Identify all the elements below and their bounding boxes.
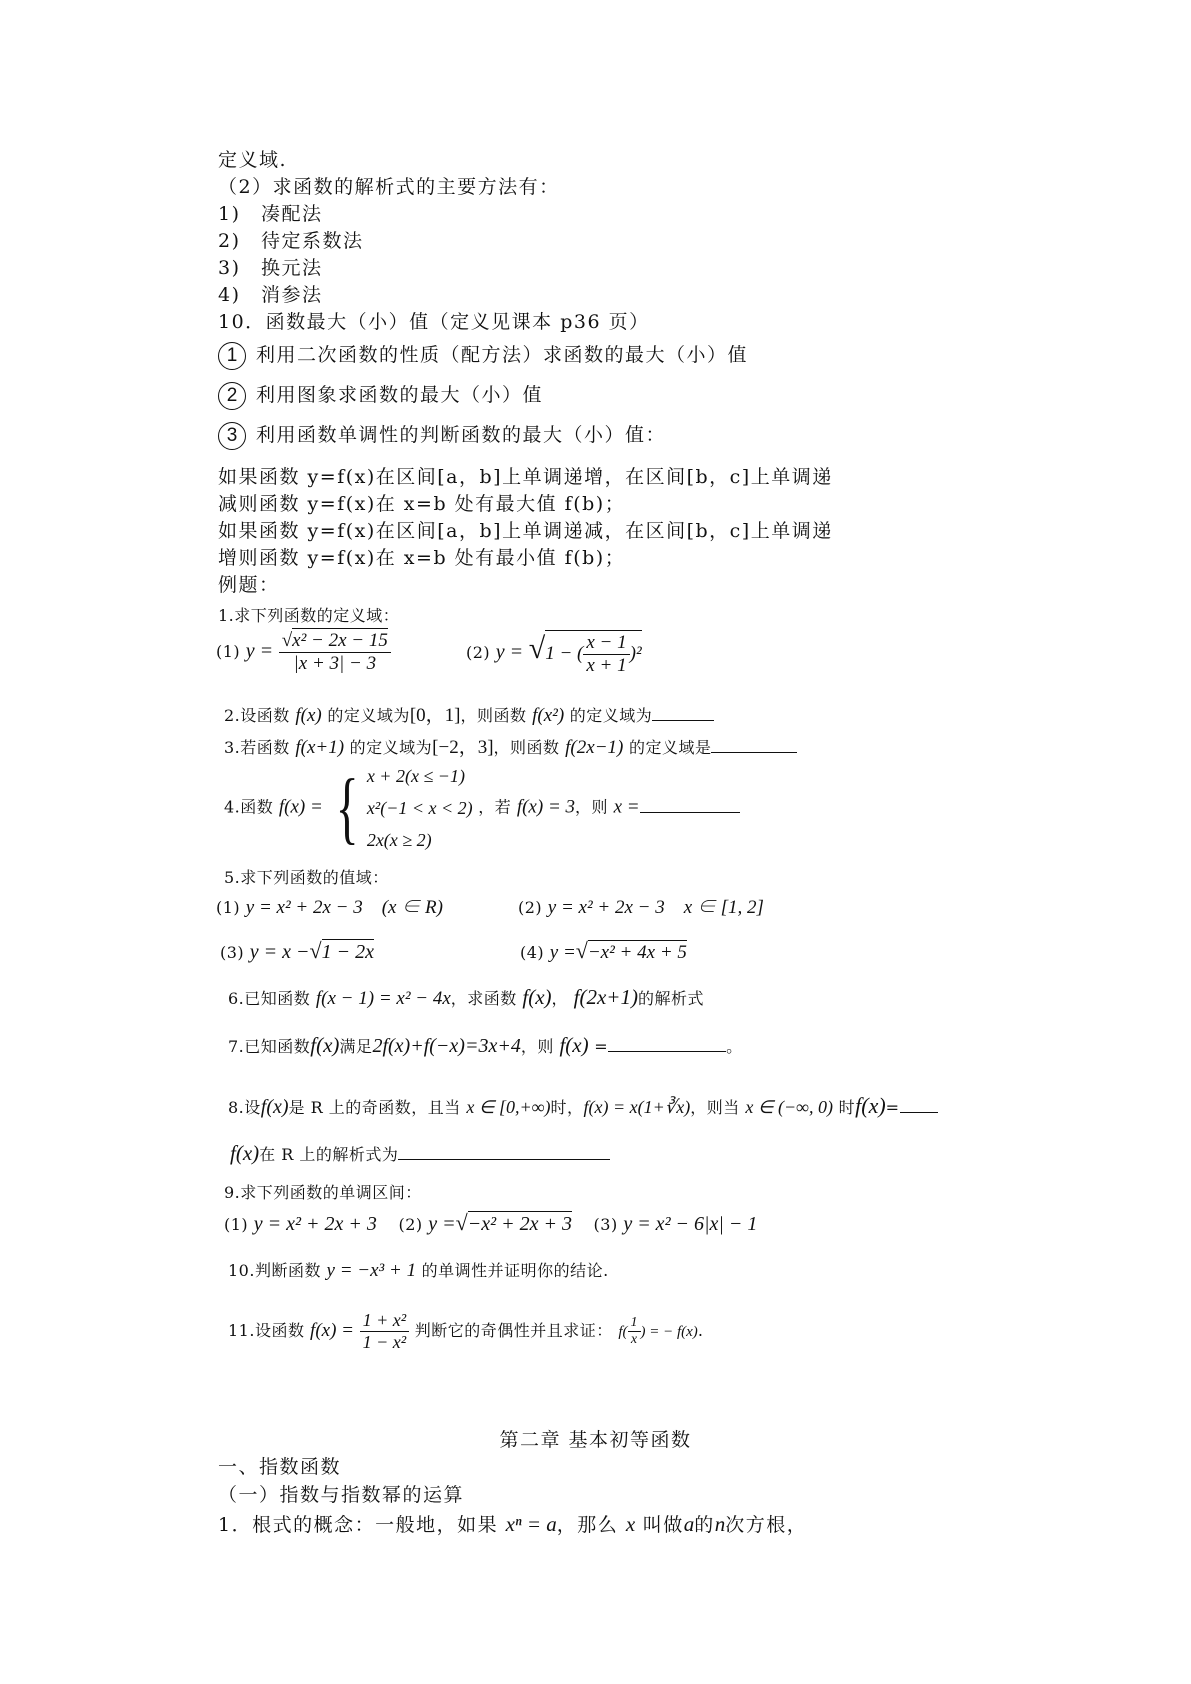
math: x ∈ (−∞, 0) [745, 1097, 834, 1117]
text: 。 [726, 1037, 743, 1056]
answer-blank[interactable] [608, 1035, 726, 1052]
label: (3) [220, 943, 245, 962]
numerator: 1 [628, 1315, 641, 1332]
math: f(x) [310, 1033, 340, 1057]
answer-blank[interactable] [900, 1096, 938, 1113]
radicand: −x² + 2x + 3 [467, 1213, 572, 1235]
denominator: 1 − x² [362, 1332, 407, 1352]
fraction [628, 1315, 641, 1348]
text: 的 [694, 1514, 715, 1536]
fraction [360, 1310, 410, 1353]
text: ，那么 [556, 1514, 619, 1536]
text: 10.判断函数 [228, 1261, 321, 1280]
label: (4) [520, 943, 545, 962]
math: y = [495, 641, 524, 663]
label: (1) [216, 898, 241, 917]
text-line [218, 1510, 807, 1537]
text: ， [551, 989, 569, 1008]
text: 的定义域为 [327, 706, 410, 725]
math: f(x) [295, 705, 322, 726]
text: 11.设函数 [228, 1321, 305, 1340]
problem-1a [216, 630, 391, 675]
radicand: −x² + 4x + 5 [587, 942, 687, 963]
label: (3) [593, 1215, 618, 1234]
text: = [885, 1098, 900, 1117]
math: y = x² + 2x − 3 x ∈ [1, 2] [547, 897, 764, 918]
problem-9: 9.求下列函数的单调区间： [224, 1183, 422, 1202]
math: xⁿ = a [505, 1512, 557, 1536]
math: f(x²) [532, 705, 565, 726]
math: f(x) = [310, 1320, 354, 1341]
text: . [697, 1321, 704, 1340]
text: 在 R 上的解析式为 [259, 1145, 399, 1164]
radicand [545, 630, 641, 677]
math: f(x) [855, 1093, 886, 1118]
text: 的解析式 [637, 989, 704, 1008]
radical-sign: √ [455, 1210, 468, 1235]
math: x [625, 1512, 636, 1536]
list-item-text: 利用图象求函数的最大（小）值 [256, 384, 544, 406]
text-line: 10．函数最大（小）值（定义见课本 p36 页） [218, 311, 650, 333]
text: ，求函数 [450, 989, 517, 1008]
text: 的定义域为 [349, 738, 433, 757]
text: 次方根， [725, 1514, 808, 1536]
math: f(2x−1) [565, 737, 624, 758]
text: 是 R 上的奇函数，且当 [288, 1098, 461, 1117]
text: 的定义域是 [628, 738, 712, 757]
math: y = [245, 640, 274, 662]
problem-3 [224, 732, 797, 759]
answer-blank[interactable] [652, 704, 714, 721]
math: f(2x+1) [573, 985, 638, 1009]
answer-blank[interactable] [711, 736, 797, 753]
problem-1: 1.求下列函数的定义域： [218, 606, 400, 625]
problem-5d [520, 938, 687, 964]
text-line: 如果函数 y=f(x)在区间[a，b]上单调递减，在区间[b，c]上单调递 [218, 520, 833, 542]
problem-4 [224, 760, 740, 856]
math: x = [613, 796, 640, 818]
fraction [279, 630, 391, 675]
text: ，若 [478, 797, 512, 817]
problem-7 [228, 1033, 743, 1058]
text: ，则 [520, 1037, 554, 1056]
math: a [683, 1512, 695, 1536]
text-line: 定义域. [218, 149, 288, 171]
list-item [218, 340, 748, 370]
math: y = [549, 942, 576, 963]
problem-8-line2 [230, 1141, 610, 1166]
list-item [218, 420, 666, 450]
math: f(x) = [278, 796, 323, 818]
math: y = [428, 1213, 456, 1235]
text: 6.已知函数 [228, 989, 311, 1008]
list-item [218, 380, 543, 410]
text: 时 [838, 1098, 856, 1117]
fraction [583, 632, 629, 677]
math: y = x² + 2x + 3 [253, 1213, 377, 1235]
label: (2) [466, 643, 491, 662]
numerator: 1 + x² [360, 1310, 410, 1332]
text-line: （2）求函数的解析式的主要方法有： [218, 176, 560, 198]
math: f(x) [559, 1033, 589, 1057]
text-line: 增则函数 y=f(x)在 x=b 处有最小值 f(b)； [218, 547, 626, 569]
radical-sign: √ [528, 632, 546, 665]
math: )² [629, 642, 642, 664]
text: ，则函数 [460, 706, 527, 725]
text-line: 1) 凑配法 [218, 203, 323, 225]
math: f( [618, 1324, 628, 1340]
brace: { [336, 764, 360, 852]
text: 4.函数 [224, 797, 274, 817]
problem-5b [518, 892, 764, 919]
case: x + 2(x ≤ −1) [366, 766, 465, 786]
math: y = x² − 6|x| − 1 [623, 1213, 758, 1235]
text: 3.若函数 [224, 738, 290, 757]
label: (1) [224, 1215, 249, 1234]
numerator: √x² − 2x − 15 [279, 630, 391, 653]
section-heading: （一）指数与指数幂的运算 [218, 1484, 465, 1506]
numerator: x − 1 [583, 632, 629, 655]
math: f(x) = 3 [516, 796, 576, 818]
text: 判断它的奇偶性并且求证： [414, 1321, 613, 1340]
text-line: 4) 消参法 [218, 284, 323, 306]
text: = [594, 1037, 609, 1056]
text-line: 如果函数 y=f(x)在区间[a，b]上单调递增，在区间[b，c]上单调递 [218, 466, 833, 488]
math: [−2，3] [432, 737, 494, 758]
problem-8 [228, 1093, 938, 1119]
text-line: 2) 待定系数法 [218, 230, 364, 252]
text: 的单调性并证明你的结论. [421, 1261, 609, 1280]
problem-5c [220, 938, 374, 964]
problem-5a [216, 892, 443, 919]
math: 2f(x)+f(−x)=3x+4 [372, 1035, 521, 1057]
case: x²(−1 < x < 2) [366, 798, 473, 818]
radical-sign: √ [309, 938, 322, 963]
list-item-text: 利用函数单调性的判断函数的最大（小）值： [256, 424, 667, 446]
problem-5: 5.求下列函数的值域： [224, 868, 389, 887]
circled-number: 1 [218, 342, 246, 370]
denominator: x [630, 1332, 638, 1347]
circled-number: 3 [218, 422, 246, 450]
denominator: |x + 3| − 3 [293, 653, 377, 674]
problem-11 [228, 1310, 703, 1353]
denominator: x + 1 [586, 655, 627, 676]
label: (2) [518, 898, 543, 917]
text: 时， [550, 1098, 584, 1117]
problem-1b [466, 630, 642, 677]
math: ) = − f(x) [640, 1324, 698, 1340]
problem-10 [228, 1258, 609, 1282]
text: 2.设函数 [224, 706, 290, 725]
text: 8.设 [228, 1098, 261, 1117]
answer-blank[interactable] [398, 1143, 610, 1160]
problem-2 [224, 700, 714, 727]
math: y = −x³ + 1 [326, 1260, 417, 1281]
math: f(x) [230, 1141, 260, 1165]
label: (1) [216, 642, 241, 661]
radicand: x² − 2x − 15 [292, 630, 388, 651]
math: y = x − [249, 941, 310, 963]
text: 1．根式的概念：一般地，如果 [218, 1514, 499, 1536]
radicand: 1 − 2x [321, 941, 374, 963]
label: (2) [398, 1215, 423, 1234]
text: ，则 [575, 797, 609, 817]
text: ，则函数 [493, 738, 560, 757]
answer-blank[interactable] [640, 796, 740, 813]
math: [0，1] [409, 705, 461, 726]
text: 叫做 [642, 1514, 684, 1536]
problem-9-parts [224, 1210, 757, 1236]
math: y = x² + 2x − 3 (x ∈ R) [245, 897, 443, 918]
math: f(x) [260, 1096, 289, 1118]
text-line: 3) 换元法 [218, 257, 323, 279]
math: f(x+1) [295, 737, 345, 758]
chapter-title: 第二章 基本初等函数 [499, 1429, 692, 1451]
math: x ∈ [0,+∞) [466, 1097, 551, 1117]
text-line: 减则函数 y=f(x)在 x=b 处有最大值 f(b)； [218, 493, 626, 515]
math: n [714, 1512, 726, 1536]
text: ，则当 [690, 1098, 740, 1117]
text: 的定义域为 [569, 706, 653, 725]
section-heading: 一、指数函数 [218, 1456, 342, 1478]
text: 7.已知函数 [228, 1037, 311, 1056]
text: 满足 [339, 1037, 373, 1056]
case: 2x(x ≥ 2) [366, 830, 432, 850]
math: f(x) = x(1+∛x) [583, 1097, 691, 1117]
piecewise-cases [367, 760, 473, 856]
math: f(x) [522, 985, 552, 1009]
radical-sign: √ [575, 938, 588, 963]
circled-number: 2 [218, 382, 246, 410]
text-line: 例题： [218, 574, 280, 596]
list-item-text: 利用二次函数的性质（配方法）求函数的最大（小）值 [256, 344, 749, 366]
math: f(x − 1) = x² − 4x [315, 988, 451, 1009]
math: 1 − ( [545, 642, 584, 664]
problem-6 [228, 985, 704, 1010]
